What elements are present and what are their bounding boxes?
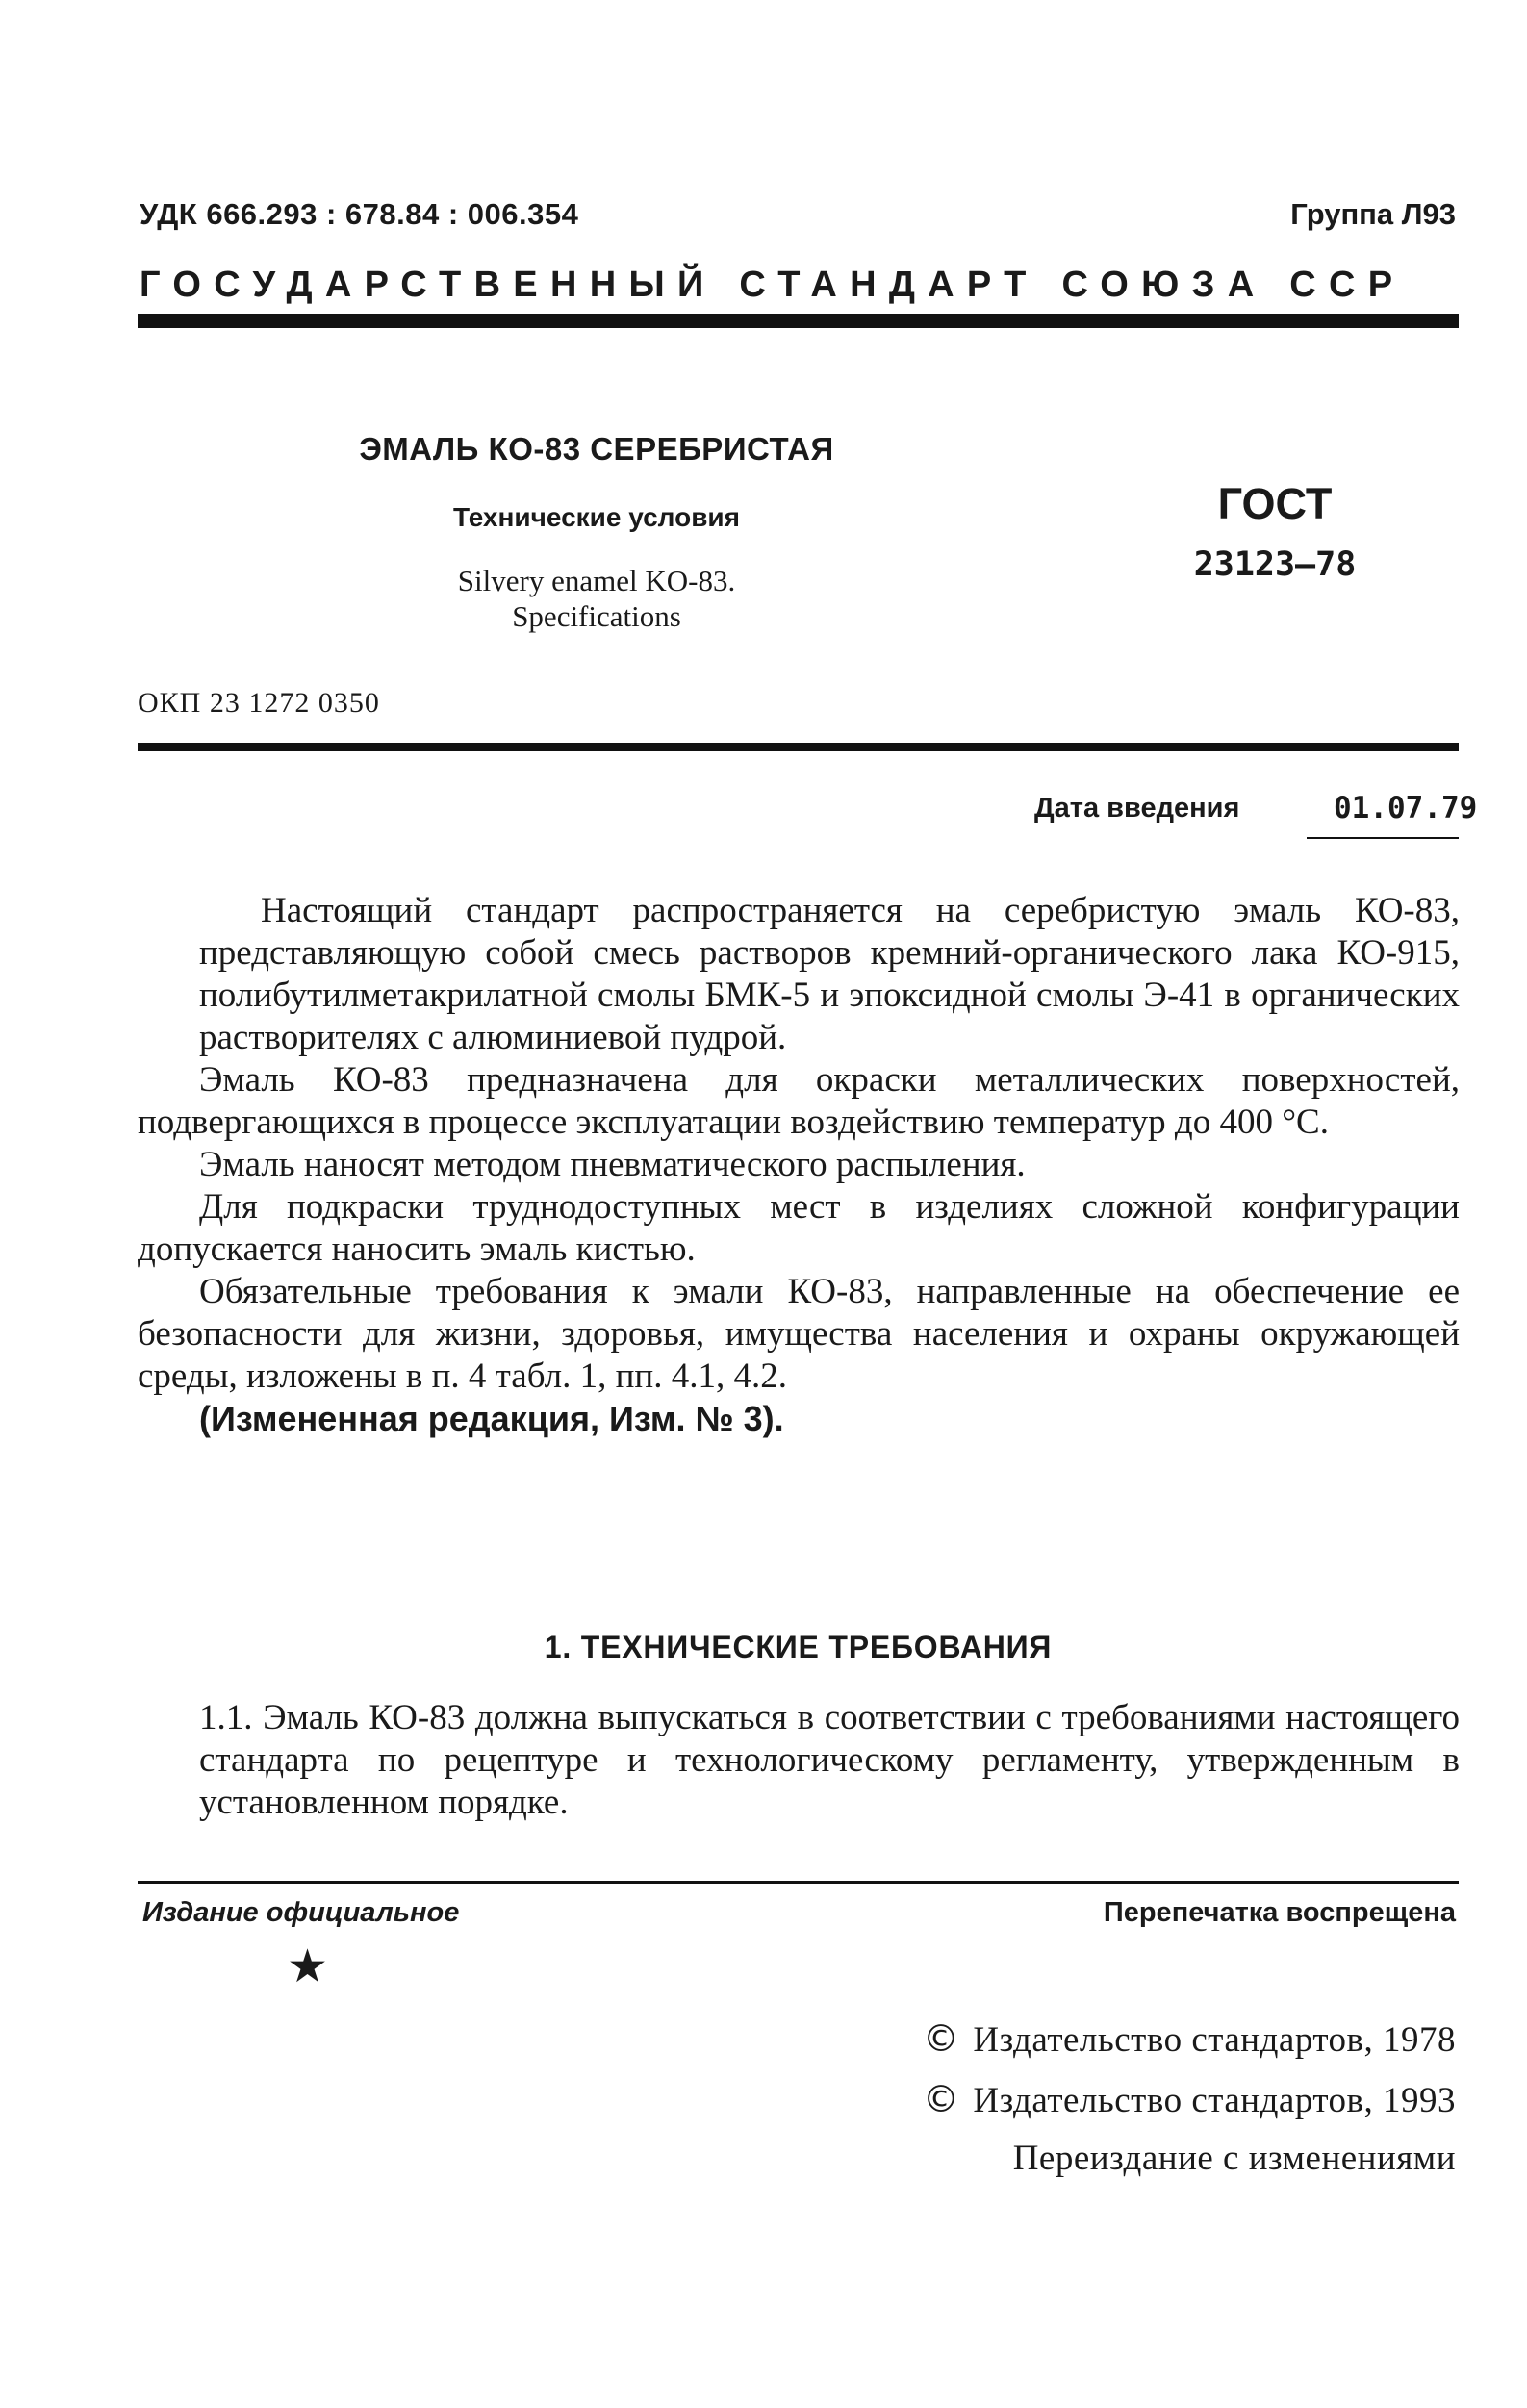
reissue-note: Переиздание с изменениями <box>1012 2139 1456 2178</box>
group-code: Группа Л93 <box>1290 197 1456 231</box>
intro-date-underline <box>1307 837 1459 839</box>
document-title: ЭМАЛЬ КО-83 СЕРЕБРИСТАЯ <box>359 431 834 467</box>
reprint-note: Перепечатка воспрещена <box>1103 1897 1456 1928</box>
section-heading: 1. ТЕХНИЧЕСКИЕ ТРЕБОВАНИЯ <box>544 1630 1053 1664</box>
body-text <box>138 890 1460 1440</box>
gost-number: 23123—78 <box>1193 545 1357 584</box>
footer-rule <box>138 1881 1459 1884</box>
copyright-icon: © <box>922 2017 960 2060</box>
paragraph-method: Эмаль наносят методом пневматического распыления. <box>199 1145 1026 1184</box>
copyright-icon: © <box>922 2078 960 2120</box>
copyright-1993: © Издательство стандартов, 1993 <box>922 2078 1456 2120</box>
okp-code: ОКП 23 1272 0350 <box>138 687 380 719</box>
edition-note: Издание официальное <box>142 1897 460 1928</box>
paragraph-purpose: Эмаль КО-83 предназначена для окраски металлических поверхностей, подвергающихся в процессе эксплуатации воздействию температур до 400 °С. <box>138 1060 1460 1142</box>
udk-code: УДК 666.293 : 678.84 : 006.354 <box>140 197 579 231</box>
intro-date-value: 01.07.79 <box>1334 791 1478 825</box>
star-icon: ★ <box>287 1939 329 1993</box>
amendment-note: (Измененная редакция, Изм. № 3). <box>199 1399 784 1438</box>
english-title-line1: Silvery enamel KO-83. <box>457 564 736 597</box>
document-subtitle: Технические условия <box>453 502 740 532</box>
paragraph-scope: Настоящий стандарт распространяется на серебристую эмаль КО-83, представляющую собой смесь растворов кремний-органического лака КО-915, полибутилметакрилатной смолы БМК-5 и эпоксидной смолы Э-41 в органических растворителях с алюминиевой пудрой. <box>199 891 1460 1057</box>
title-rule <box>138 743 1459 751</box>
clause-1-1: 1.1. Эмаль КО-83 должна выпускаться в соответствии с требованиями настоящего стандарта по рецептуре и технологическому регламенту, утвержденным в установленном порядке. <box>199 1698 1460 1822</box>
paragraph-safety: Обязательные требования к эмали КО-83, направленные на обеспечение ее безопасности для жизни, здоровья, имущества населения и охраны окружающей среды, изложены в п. 4 табл. 1, пп. 4.1, 4.2. <box>138 1272 1460 1396</box>
copyright-1978: © Издательство стандартов, 1978 <box>922 2017 1456 2060</box>
paragraph-touchup: Для подкраски труднодоступных мест в изделиях сложной конфигурации допускается наносить эмаль кистью. <box>138 1187 1460 1269</box>
gost-label: ГОСТ <box>1217 479 1333 528</box>
english-title <box>327 563 866 634</box>
state-standard-banner: ГОСУДАРСТВЕННЫЙ СТАНДАРТ СОЮЗА ССР <box>140 265 1406 305</box>
header-rule <box>138 314 1459 328</box>
intro-date-label: Дата введения <box>1034 793 1240 824</box>
english-title-line2: Specifications <box>512 599 681 633</box>
